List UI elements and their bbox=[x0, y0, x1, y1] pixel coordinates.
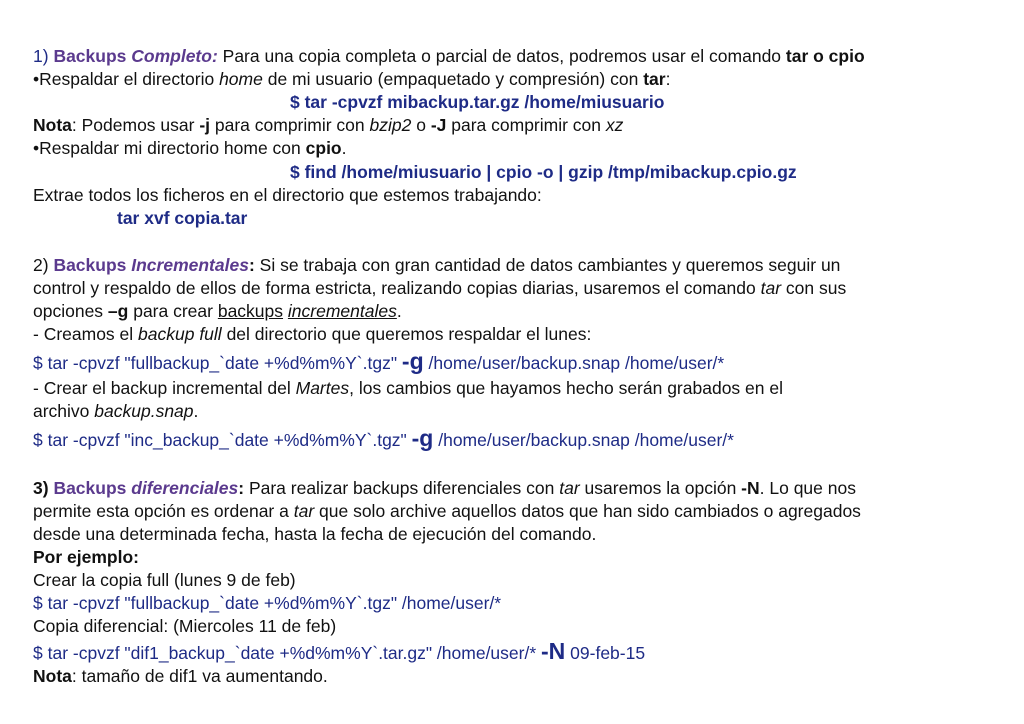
s3-number: 3) bbox=[33, 478, 54, 498]
snap-italic: backup.snap bbox=[94, 401, 194, 421]
text-span: : bbox=[665, 69, 671, 89]
opt-J: -J bbox=[430, 115, 447, 135]
s2-colon: : bbox=[248, 255, 255, 275]
text-span: - Crear el backup incremental del bbox=[33, 378, 296, 398]
s2-number: 2) bbox=[33, 255, 54, 275]
s1-note bbox=[33, 114, 623, 136]
s2-line6 bbox=[33, 377, 783, 399]
s2-label: Backups bbox=[53, 255, 132, 275]
s3-colon: : bbox=[238, 478, 245, 498]
text-span: . bbox=[341, 138, 347, 158]
opt-N-large: -N bbox=[541, 638, 566, 664]
tar-bold: tar bbox=[643, 69, 666, 89]
s1-cmd3: tar xvf copia.tar bbox=[117, 208, 248, 228]
s3-full: Crear la copia full (lunes 9 de feb) bbox=[33, 570, 296, 590]
text-span: $ tar -cpvzf "inc_backup_`date +%d%m%Y`.tgz" bbox=[33, 430, 412, 450]
incrementales-underlined: incrementales bbox=[287, 301, 397, 321]
s2-cmd2 bbox=[33, 427, 734, 451]
s2-line2 bbox=[33, 277, 846, 299]
note-label: Nota bbox=[33, 115, 72, 135]
s3-label: Backups bbox=[53, 478, 132, 498]
s1-label: Backups bbox=[53, 46, 132, 66]
s3-cmd1: $ tar -cpvzf "fullbackup_`date +%d%m%Y`.tgz" /home/user/* bbox=[33, 593, 502, 613]
opt-g-large: -g bbox=[401, 348, 424, 374]
text-span: . Lo que nos bbox=[759, 478, 856, 498]
s3-line3: desde una determinada fecha, hasta la fecha de ejecución del comando. bbox=[33, 524, 597, 544]
note-label: Nota bbox=[33, 666, 72, 686]
text-span: permite esta opción es ordenar a bbox=[33, 501, 294, 521]
tar-italic: tar bbox=[559, 478, 580, 498]
tar-italic: tar bbox=[293, 501, 315, 521]
text-span: : Podemos usar bbox=[71, 115, 200, 135]
text-span: de mi usuario (empaquetado y compresión) con bbox=[262, 69, 644, 89]
s1-text: Para una copia completa o parcial de datos, podremos usar el comando bbox=[217, 46, 786, 66]
text-span: $ tar -cpvzf "dif1_backup_`date +%d%m%Y`.tar.gz" /home/user/* bbox=[33, 643, 542, 663]
text-span: archivo bbox=[33, 401, 95, 421]
text-span: 09-feb-15 bbox=[565, 643, 646, 663]
s2-line4 bbox=[33, 323, 591, 345]
s2-label-italic: Incrementales bbox=[131, 255, 249, 275]
text-span: que solo archive aquellos datos que han sido cambiados o agregados bbox=[314, 501, 861, 521]
text-span: , los cambios que hayamos hecho serán grabados en el bbox=[349, 378, 783, 398]
text-span: para comprimir con bbox=[446, 115, 606, 135]
home-italic: home bbox=[219, 69, 263, 89]
text-span: . bbox=[193, 401, 199, 421]
text-span: /home/user/backup.snap /home/user/* bbox=[423, 353, 725, 373]
opt-N: -N bbox=[741, 478, 760, 498]
s3-note bbox=[33, 665, 328, 687]
s1-heading bbox=[33, 45, 865, 67]
backups-underlined: backups bbox=[217, 301, 284, 321]
s3-line2 bbox=[33, 500, 861, 522]
s2-line7 bbox=[33, 400, 198, 422]
s3-heading bbox=[33, 477, 856, 499]
opt-j: -j bbox=[199, 115, 211, 135]
text-span: para crear bbox=[128, 301, 218, 321]
opt-g-large: -g bbox=[411, 425, 434, 451]
text-span: con sus bbox=[781, 278, 847, 298]
s1-cmd1: $ tar -cpvzf mibackup.tar.gz /home/miusuario bbox=[290, 92, 665, 112]
tar-italic: tar bbox=[760, 278, 782, 298]
s1-extract: Extrae todos los ficheros en el directorio que estemos trabajando: bbox=[33, 185, 542, 205]
text-span: . bbox=[396, 301, 402, 321]
s1-line2 bbox=[33, 68, 670, 90]
s2-cmd1 bbox=[33, 350, 724, 374]
bzip2-italic: bzip2 bbox=[369, 115, 412, 135]
s2-heading bbox=[33, 254, 840, 276]
text-span: control y respaldo de ellos de forma estricta, realizando copias diarias, usaremos el comando bbox=[33, 278, 761, 298]
s1-cmd: tar o cpio bbox=[785, 46, 865, 66]
text-span: o bbox=[411, 115, 431, 135]
text-span: Si se trabaja con gran cantidad de datos cambiantes y queremos seguir un bbox=[254, 255, 841, 275]
text-span: Para realizar backups diferenciales con bbox=[244, 478, 560, 498]
s1-cmd2: $ find /home/miusuario | cpio -o | gzip /tmp/mibackup.cpio.gz bbox=[290, 162, 797, 182]
s3-dif: Copia diferencial: (Miercoles 11 de feb) bbox=[33, 616, 337, 636]
text-span: •Respaldar el directorio bbox=[33, 69, 220, 89]
xz-italic: xz bbox=[605, 115, 624, 135]
text-span: /home/user/backup.snap /home/user/* bbox=[433, 430, 734, 450]
s3-cmd2 bbox=[33, 640, 645, 664]
opt-g: –g bbox=[107, 301, 129, 321]
text-span: •Respaldar mi directorio home con bbox=[33, 138, 306, 158]
text-span: del directorio que queremos respaldar el lunes: bbox=[221, 324, 592, 344]
text-span: : tamaño de dif1 va aumentando. bbox=[71, 666, 328, 686]
s3-label-italic: diferenciales bbox=[131, 478, 239, 498]
text-span: opciones bbox=[33, 301, 108, 321]
s1-label-italic: Completo: bbox=[131, 46, 218, 66]
s2-line3 bbox=[33, 300, 402, 322]
text-span: para comprimir con bbox=[210, 115, 370, 135]
s3-ejemplo: Por ejemplo: bbox=[33, 547, 139, 567]
s1-line5 bbox=[33, 137, 347, 159]
backup-full-italic: backup full bbox=[138, 324, 222, 344]
martes-italic: Martes bbox=[295, 378, 350, 398]
text-span: - Creamos el bbox=[33, 324, 139, 344]
cpio-bold: cpio bbox=[305, 138, 342, 158]
text-span: usaremos la opción bbox=[579, 478, 742, 498]
s1-number: 1) bbox=[33, 46, 54, 66]
text-span: $ tar -cpvzf "fullbackup_`date +%d%m%Y`.tgz" bbox=[33, 353, 402, 373]
